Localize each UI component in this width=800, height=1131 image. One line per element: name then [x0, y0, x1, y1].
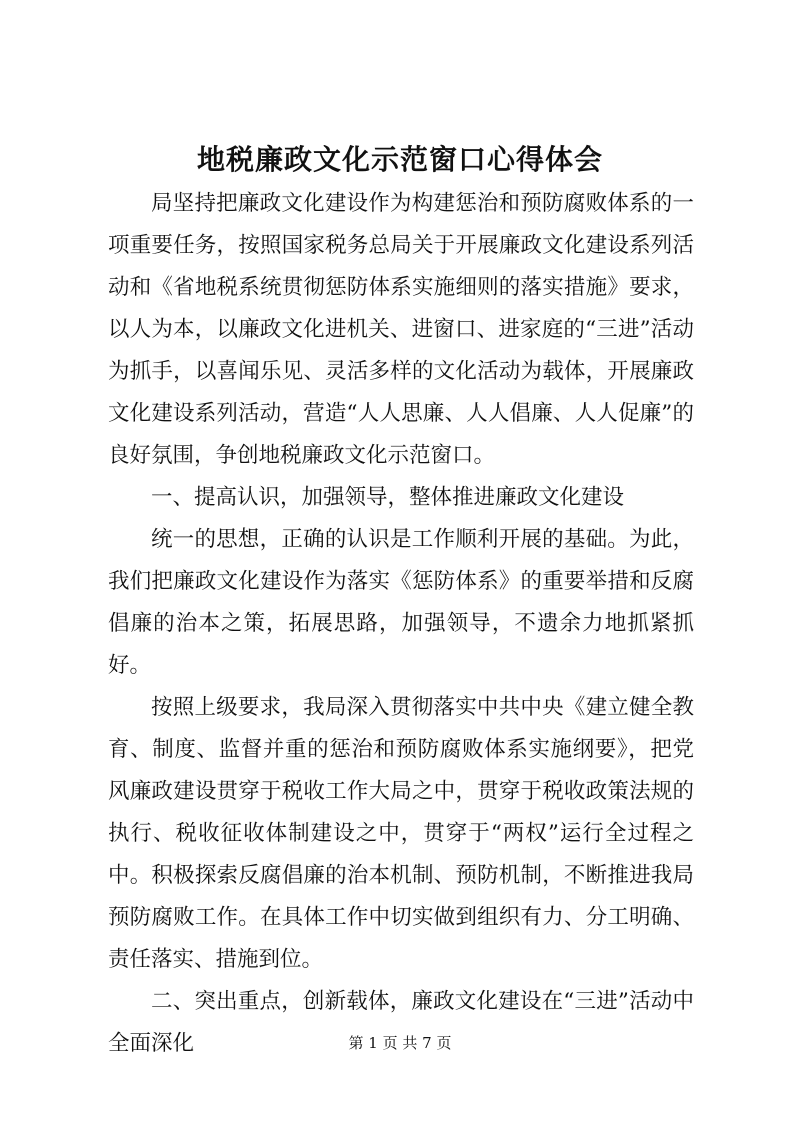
document-title: 地税廉政文化示范窗口心得体会 — [196, 143, 603, 176]
section-heading-1: 一、提高认识，加强领导，整体推进廉政文化建设 — [151, 485, 625, 510]
paragraph-section-1b: 按照上级要求，我局深入贯彻落实中共中央《建立健全教育、制度、监督并重的惩治和预防腐败体系实施纲要》，把党风廉政建设贯穿于税收工作大局之中，贯穿于税收政策法规的执行、税收征收体制建设之中，贯穿于“两权”运行全过程之中。积极探索反腐倡廉的治本机制、预防机制，不断推进我局预防腐败工作。在具体工作中切实做到组织有力、分工明确、责任落实、措施到位。 — [108, 695, 694, 972]
document-body — [108, 183, 694, 1065]
section-heading-2: 二、突出重点，创新载体，廉政文化建设在“三进”活动中全面深化 — [108, 989, 694, 1056]
paragraph-section-1a: 统一的思想，正确的认识是工作顺利开展的基础。为此，我们把廉政文化建设作为落实《惩防体系》的重要举措和反腐倡廉的治本之策，拓展思路，加强领导，不遗余力地抓紧抓好。 — [108, 527, 694, 678]
page-indicator: 第 1 页 共 7 页 — [348, 1034, 452, 1052]
paragraph-intro: 局坚持把廉政文化建设作为构建惩治和预防腐败体系的一项重要任务，按照国家税务总局关于开展廉政文化建设系列活动和《省地税系统贯彻惩防体系实施细则的落实措施》要求，以人为本，以廉政文化进机关、进窗口、进家庭的“三进”活动为抓手，以喜闻乐见、灵活多样的文化活动为载体，开展廉政文化建设系列活动，营造“人人思廉、人人倡廉、人人促廉”的良好氛围，争创地税廉政文化示范窗口。 — [108, 191, 694, 468]
